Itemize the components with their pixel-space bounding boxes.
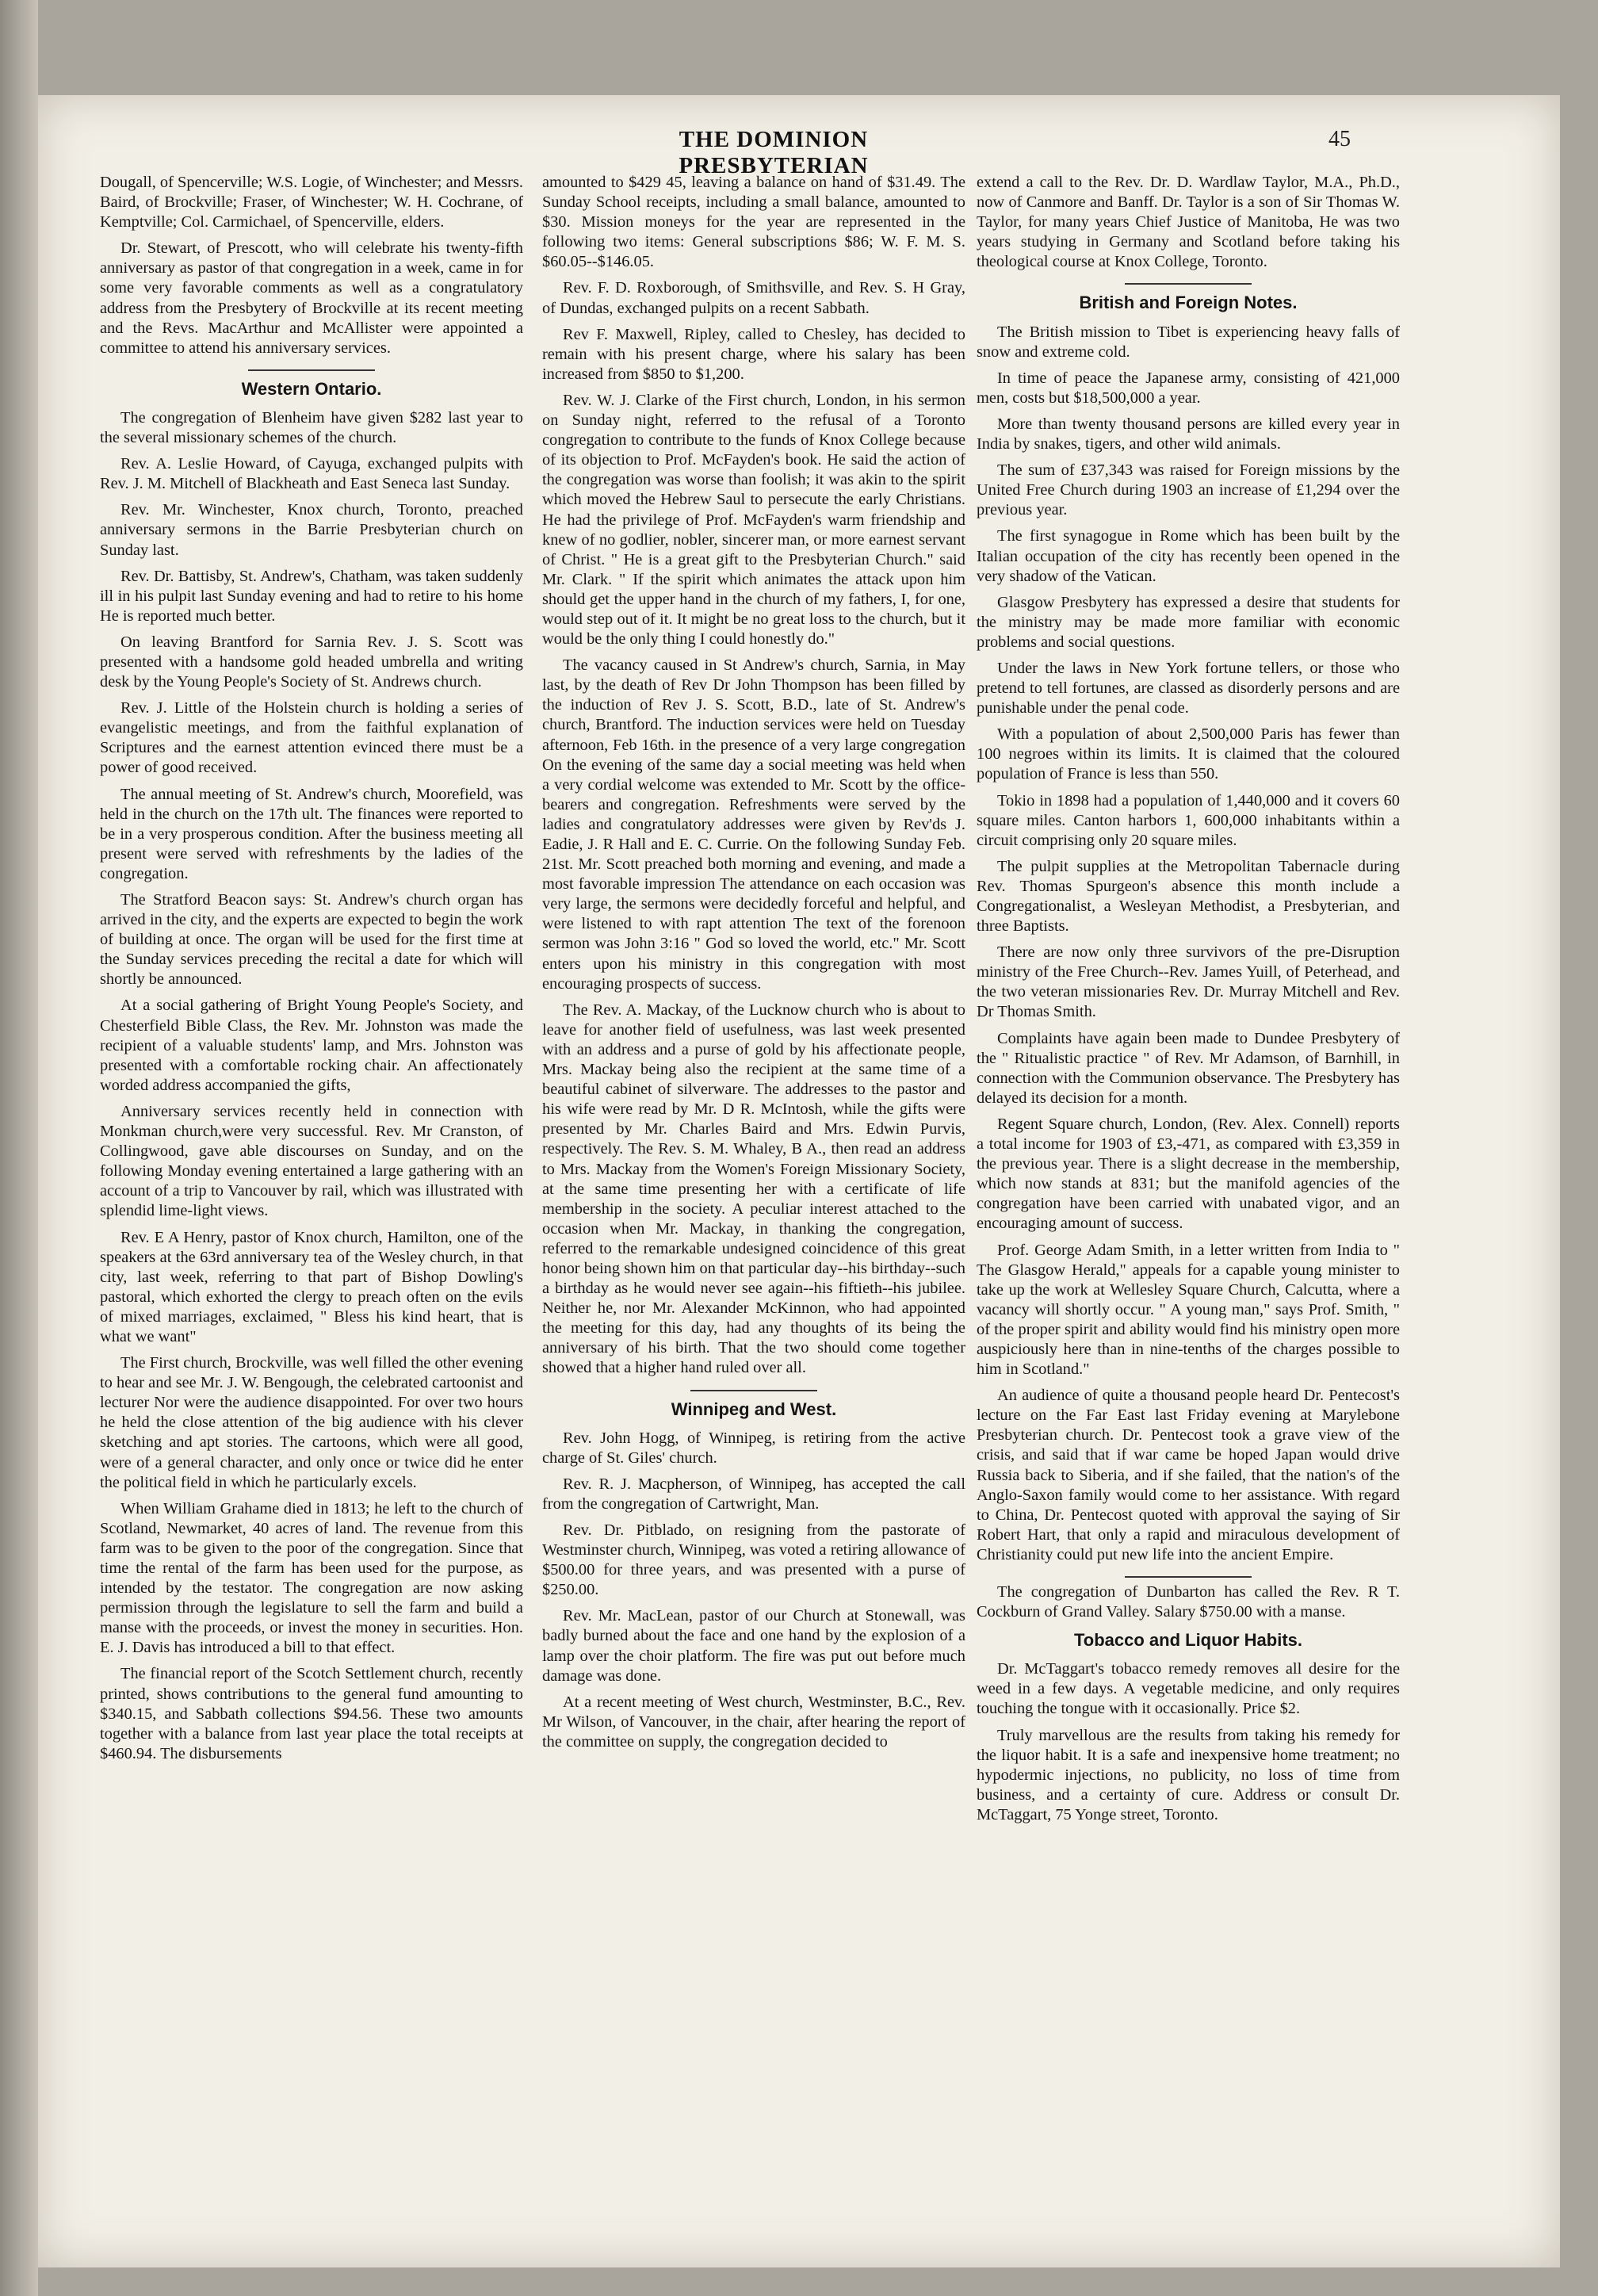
column-left [100, 173, 523, 1770]
column-right [977, 173, 1400, 1831]
paragraph: Glasgow Presbytery has expressed a desire that students for the ministry may be made more familiar with economic problems and social questions. [977, 593, 1400, 651]
paragraph: amounted to $429 45, leaving a balance on hand of $31.49. The Sunday School receipts, including a small balance, amounted to $30. Mission moneys for the year are represented in the following two items: General subscriptions $86; W. F. M. S. $60.05--$146.05. [542, 174, 965, 271]
paragraph: Anniversary services recently held in connection with Monkman church,were very successful. Rev. Mr Cranston, of Collingwood, gave able discourses on Sunday, and on the following Monday evening entertained a large gathering with an account of a trip to Vancouver by rail, which was illustrated with splendid lime-light views. [100, 1102, 523, 1220]
paragraph: The congregation of Blenheim have given $282 last year to the several missionary schemes of the church. [100, 408, 523, 447]
paragraph: extend a call to the Rev. Dr. D. Wardlaw Taylor, M.A., Ph.D., now of Canmore and Banff. Dr. Taylor is a son of Sir Thomas W. Taylor, for many years Chief Justice of Manitoba, He was two years studying in Germany and Scotland before taking his theological course at Knox College, Toronto. [977, 174, 1400, 271]
section-heading-british-and-foreign-notes: British and Foreign Notes. [1079, 293, 1298, 313]
paragraph: The British mission to Tibet is experiencing heavy falls of snow and extreme cold. [977, 323, 1400, 361]
paragraph: The sum of £37,343 was raised for Foreign missions by the United Free Church during 1903 an increase of £1,294 over the previous year. [977, 461, 1400, 519]
column-middle [542, 173, 965, 1758]
paragraph: Rev. Mr. MacLean, pastor of our Church at Stonewall, was badly burned about the face and one hand by the explosion of a lamp over the choir platform. The fire was put out before much damage was done. [542, 1607, 965, 1685]
paragraph: There are now only three survivors of the pre-Disruption ministry of the Free Church--Rev. James Yuill, of Peterhead, and the two veteran missionaries Rev. Dr. Murray Mitchell and Rev. Dr Thomas Smith. [977, 943, 1400, 1021]
paragraph: Rev. Mr. Winchester, Knox church, Toronto, preached anniversary sermons in the Barrie Presbyterian church on Sunday last. [100, 501, 523, 559]
paragraph: At a recent meeting of West church, Westminster, B.C., Rev. Mr Wilson, of Vancouver, in the chair, after hearing the report of the committee on supply, the congregation decided to [542, 1693, 965, 1751]
paragraph: Rev. R. J. Macpherson, of Winnipeg, has accepted the call from the congregation of Cartwright, Man. [542, 1475, 965, 1513]
divider [690, 1390, 817, 1391]
paragraph: The pulpit supplies at the Metropolitan Tabernacle during Rev. Thomas Spurgeon's absence this month include a Congregationalist, a Wesleyan Methodist, a Presbyterian, and three Baptists. [977, 857, 1400, 936]
page-title: THE DOMINION PRESBYTERIAN [679, 127, 869, 178]
paragraph: The financial report of the Scotch Settlement church, recently printed, shows contributions to the general fund amounting to $340.15, and Sabbath collections $94.56. These two amounts together with a balance from last year place the total receipts at $460.94. The disbursements [100, 1665, 523, 1762]
paragraph: Truly marvellous are the results from taking his remedy for the liquor habit. It is a safe and inexpensive home treatment; no hypodermic injections, no publicity, no loss of time from business, and a certainty of cure. Address or consult Dr. McTaggart, 75 Yonge street, Toronto. [977, 1726, 1400, 1823]
paragraph: Rev. Dr. Battisby, St. Andrew's, Chatham, was taken suddenly ill in his pulpit last Sunday evening and had to retire to his home He is reported much better. [100, 567, 523, 625]
paragraph: The Rev. A. Mackay, of the Lucknow church who is about to leave for another field of usefulness, was last week presented with an address and a purse of gold by his affectionate people, Mrs. Mackay being also the recipient at the same time of a beautiful cabinet of silverware. The addresses to the pastor and his wife were read by Mr. D R. McIntosh, while the gifts were presented by Mr. Charles Baird and Mrs. Edwin Purvis, respectively. The Rev. S. M. Whaley, B A., then read an address to Mrs. Mackay from the Women's Foreign Missionary Society, at the same time presenting her with a certificate of life membership in the society. A peculiar interest attached to the occasion when Mr. Mackay, in thanking the congregation, referred to the remarkable undesigned coincidence of this great honor being shown him on that particular day--his birthday--such a birthday as he would never see again--his fiftieth--his jubilee. Neither he, nor Mr. Alexander McKinnon, who had appointed the meeting for this day, had any thoughts of its being the anniversary of his birth. That the two should come together showed that a higher hand ruled over all. [542, 1001, 965, 1377]
divider [248, 369, 375, 371]
paragraph: When William Grahame died in 1813; he left to the church of Scotland, Newmarket, 40 acres of land. The revenue from this farm was to be given to the poor of the congregation. Since that time the rental of the farm has been used for the purpose, as intended by the testator. The congregation are now asking permission through the legislature to sell the farm and build a manse with the proceeds, or invest the money in securities. Hon. E. J. Davis has introduced a bill to that effect. [100, 1499, 523, 1657]
paragraph: Rev. W. J. Clarke of the First church, London, in his sermon on Sunday night, referred to the refusal of a Toronto congregation to contribute to the funds of Knox College because of its objection to Prof. McFayden's book. He said the action of the congregation was worse than foolish; it was akin to the spirit which moved the Hebrew Saul to persecute the early Christians. He had the privilege of Prof. McFayden's warm friendship and knew of no godlier, nobler, sincerer man, or more earnest servant of Christ. " He is a great gift to the Presbyterian Church." said Mr. Clark. " If the spirit which animates the attack upon him should get the upper hand in the church of my fathers, I, for one, would step out of it. It might be no great loss to the church, but it would be the only thing I could honestly do." [542, 391, 965, 649]
paragraph: On leaving Brantford for Sarnia Rev. J. S. Scott was presented with a handsome gold headed umbrella and writing desk by the Young People's Society of St. Andrews church. [100, 633, 523, 691]
paragraph: An audience of quite a thousand people heard Dr. Pentecost's lecture on the Far East last Friday evening at Marylebone Presbyterian church. Dr. Pentecost took a grave view of the crisis, and said that if war came be hoped Japan would drive Russia back to Siberia, and if she failed, that the nation's of the Anglo-Saxon family would come to her assistance. With regard to China, Dr. Pentecost quoted with approval the saying of Sir Robert Hart, that only a rapid and miraculous development of Christianity could put new life into the ancient Empire. [977, 1387, 1400, 1563]
paragraph: In time of peace the Japanese army, consisting of 421,000 men, costs but $18,500,000 a year. [977, 369, 1400, 407]
paragraph: Dr. Stewart, of Prescott, who will celebrate his twenty-fifth anniversary as pastor of that congregation in a week, came in for some very favorable comments as well as a congratulatory address from the Presbytery of Brockville at its recent meeting and the Revs. MacArthur and McAllister were appointed a committee to attend his anniversary services. [100, 239, 523, 357]
paragraph: Dr. McTaggart's tobacco remedy removes all desire for the weed in a few days. A vegetable medicine, and only requires touching the tongue with it occasionally. Price $2. [977, 1660, 1400, 1718]
paragraph: The Stratford Beacon says: St. Andrew's church organ has arrived in the city, and the experts are expected to begin the work of building at once. The organ will be used for the first time at the Sunday services preceding the recital a date for which will shortly be announced. [100, 891, 523, 989]
scan-edge [0, 0, 38, 2296]
paragraph: Regent Square church, London, (Rev. Alex. Connell) reports a total income for 1903 of £3,-471, as compared with £3,359 in the previous year. There is a slight decrease in the membership, which now stands at 831; but the manifold agencies of the congregation have been carried with unabated vigor, and an encouraging amount of success. [977, 1115, 1400, 1233]
divider [1125, 1576, 1252, 1578]
paragraph: Tokio in 1898 had a population of 1,440,000 and it covers 60 square miles. Canton harbors 1, 600,000 inhabitants within a circuit comprising only 20 square miles. [977, 791, 1400, 849]
section-heading-western-ontario: Western Ontario. [241, 378, 382, 399]
paragraph: Rev. Dr. Pitblado, on resigning from the pastorate of Westminster church, Winnipeg, was voted a retiring allowance of $500.00 for three years, and was presented with a purse of $250.00. [542, 1521, 965, 1599]
paragraph: The first synagogue in Rome which has been built by the Italian occupation of the city has recently been opened in the very shadow of the Vatican. [977, 527, 1400, 585]
paragraph: The First church, Brockville, was well filled the other evening to hear and see Mr. J. W. Bengough, the celebrated cartoonist and lecturer Nor were the audience disappointed. For over two hours he held the close attention of the big audience with his clever sketching and apt stories. The cartoons, which were all good, were of a general character, and only once or twice did he enter the political field in which he particularly excels. [100, 1354, 523, 1491]
paragraph: Rev. A. Leslie Howard, of Cayuga, exchanged pulpits with Rev. J. M. Mitchell of Blackheath and East Seneca last Sunday. [100, 455, 523, 493]
paragraph: Rev F. Maxwell, Ripley, called to Chesley, has decided to remain with his present charge, where his salary has been increased from $850 to $1,200. [542, 325, 965, 383]
paragraph: Rev. E A Henry, pastor of Knox church, Hamilton, one of the speakers at the 63rd anniversary tea of the Wesley church, in that city, last week, referring to that part of Bishop Dowling's pastoral, which exhorted the clergy to preach often on the evils of mixed marriages, exclaimed, " Bless his kind heart, that is what we want" [100, 1228, 523, 1345]
paragraph: Under the laws in New York fortune tellers, or those who pretend to tell fortunes, are classed as disorderly persons and are punishable under the penal code. [977, 659, 1400, 718]
paragraph: More than twenty thousand persons are killed every year in India by snakes, tigers, and other wild animals. [977, 415, 1400, 453]
paragraph: At a social gathering of Bright Young People's Society, and Chesterfield Bible Class, the Rev. Mr. Johnston was made the recipient of a valuable students' lamp, and Mrs. Johnston was presented with a comfortable rocking chair. An affectionately worded address accompanied the gifts, [100, 997, 523, 1094]
section-heading-tobacco-and-liquor-habits: Tobacco and Liquor Habits. [1073, 1630, 1303, 1651]
paragraph: The vacancy caused in St Andrew's church, Sarnia, in May last, by the death of Rev Dr John Thompson has been filled by the induction of Rev J. S. Scott, B.D., late of St. Andrew's church, Brantford. The induction services were held on Tuesday afternoon, Feb 16th. in the presence of a very large congregation On the evening of the same day a social meeting was held when a very cordial welcome was extended to Mr. Scott by the office-bearers and congregation. Refreshments were served by the ladies and congratulatory addresses were given by Rev'ds J. Eadie, J. R Hall and E. C. Currie. On the following Sunday Feb. 21st. Mr. Scott preached both morning and evening, and made a most favorable impression The attendance on each occasion was very large, the sermons were decidedly forceful and helpful, and were listened to with rapt attention The text of the forenoon sermon was John 3:16 " God so loved the world, etc." Mr. Scott enters upon his ministry in this congregation with most encouraging prospects of success. [542, 656, 965, 993]
paragraph: The annual meeting of St. Andrew's church, Moorefield, was held in the church on the 17th ult. The finances were reported to be in a very prosperous condition. After the business meeting all present were served with refreshments by the ladies of the congregation. [100, 785, 523, 882]
section-heading-winnipeg-and-west: Winnipeg and West. [671, 1399, 837, 1419]
paragraph: Rev. F. D. Roxborough, of Smithsville, and Rev. S. H Gray, of Dundas, exchanged pulpits on a recent Sabbath. [542, 279, 965, 317]
paragraph: Complaints have again been made to Dundee Presbytery of the " Ritualistic practice " of Rev. Mr Adamson, of Barnhill, in connection with the Communion observance. The Presbytery has delayed its decision for a month. [977, 1029, 1400, 1107]
page-number: 45 [1328, 127, 1351, 151]
paragraph: Dougall, of Spencerville; W.S. Logie, of Winchester; and Messrs. Baird, of Brockville; Fraser, of Winchester; W. H. Cochrane, of Kemptville; Col. Carmichael, of Spencerville, elders. [100, 174, 523, 232]
paragraph: Rev. John Hogg, of Winnipeg, is retiring from the active charge of St. Giles' church. [542, 1429, 965, 1467]
paragraph: With a population of about 2,500,000 Paris has fewer than 100 negroes within its limits. It is claimed that the coloured population of France is less than 550. [977, 725, 1400, 783]
paragraph: The congregation of Dunbarton has called the Rev. R T. Cockburn of Grand Valley. Salary $750.00 with a manse. [977, 1583, 1400, 1621]
paragraph: Prof. George Adam Smith, in a letter written from India to " The Glasgow Herald," appeals for a capable young minister to take up the work at Wellesley Square Church, Calcutta, where a vacancy will shortly occur. " A young man," says Prof. Smith, " of the proper spirit and ability would find his ministry open more auspiciously here than in nine-tenths of the charges possible to him in Scotland." [977, 1241, 1400, 1379]
divider [1125, 283, 1252, 285]
paragraph: Rev. J. Little of the Holstein church is holding a series of evangelistic meetings, and from the faithful explanation of Scriptures and the earnest attention evinced there must be a power of good received. [100, 699, 523, 777]
